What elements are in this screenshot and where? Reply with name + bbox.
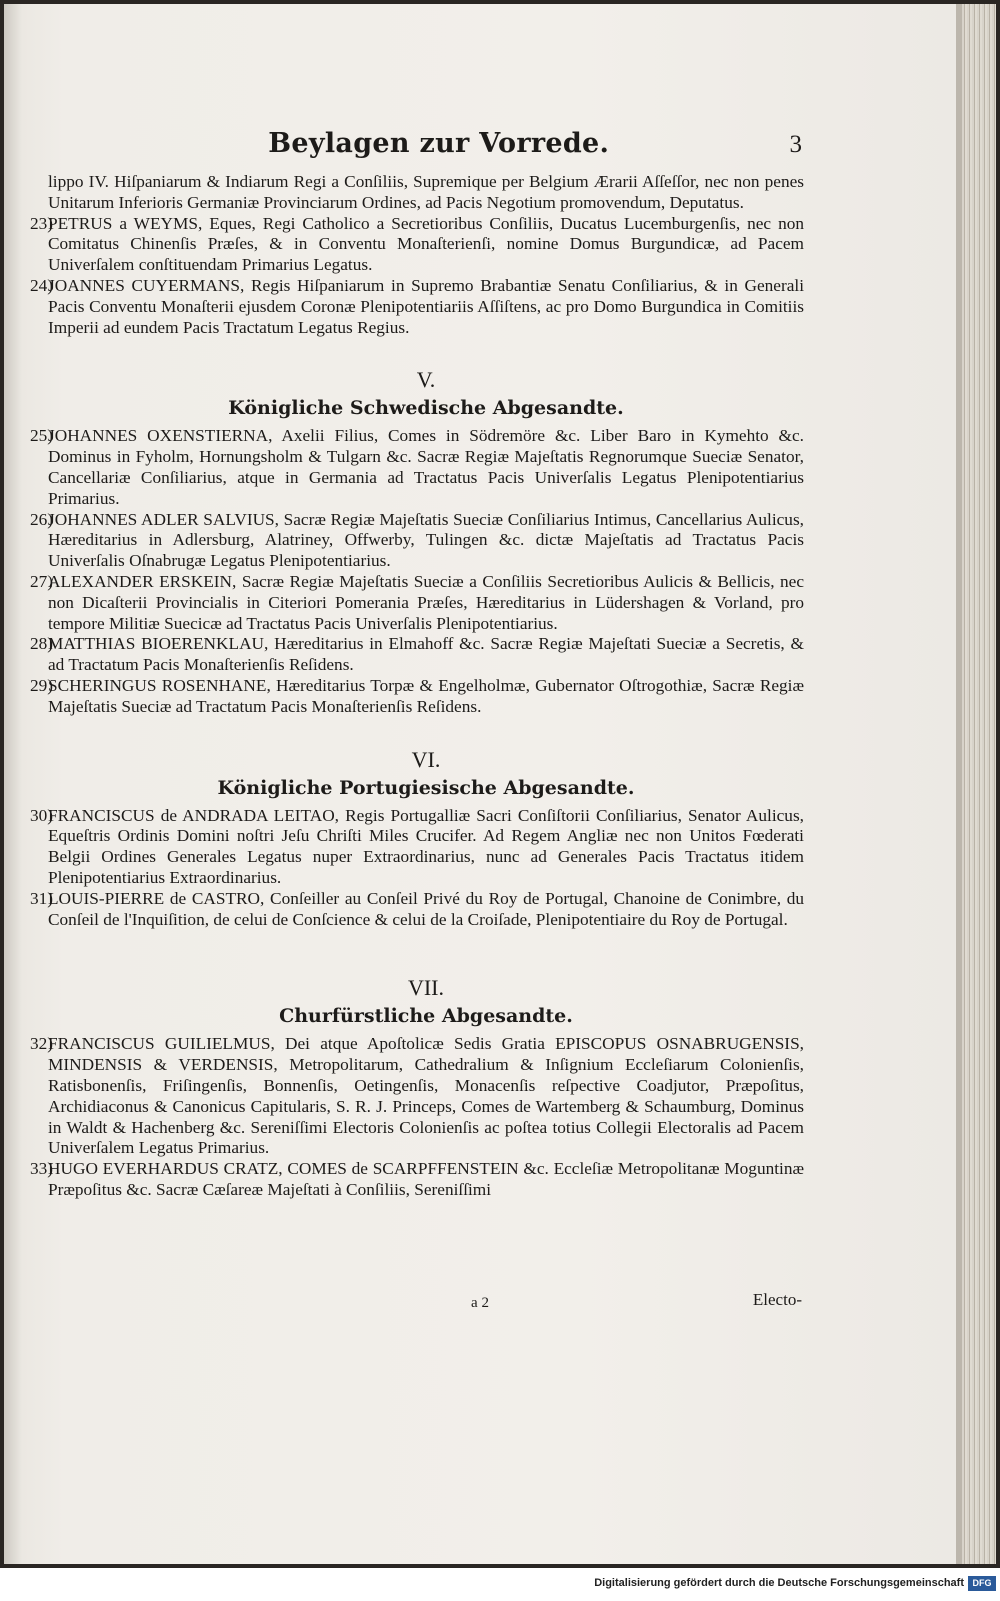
entry-list-v <box>30 426 804 717</box>
list-item <box>30 1159 804 1201</box>
entry-text: JOHANNES OXENSTIERNA, Axelii Filius, Comes in Södremöre &c. Liber Baro in Kymehto &c. Dominus in Fyholm, Hornungsholm & Tulgarn &c. Sacræ Regiæ Majeſtatis Regnorumque Sueciæ Senator, Cancellariæ Conſiliarius, atque in Germania ad Tractatus Pacis Univerſalis Legatus Plenipotentiarius Primarius. <box>48 426 804 508</box>
section-title: Königliche Schwedische Abgesandte. <box>228 397 624 420</box>
section-numeral: VII. <box>407 975 445 1001</box>
entry-text: FRANCISCUS GUILIELMUS, Dei atque Apoſtolicæ Sedis Gratia EPISCOPUS OSNABRUGENSIS, MINDENSIS & VERDENSIS, Metropolitarum, Cathedralium & Inſignium Eccleſiarum Colonienſis, Ratisbonenſis, Friſingenſis, Bonnenſis, Oetingenſis, Monacenſis reſpective Coadjutor, Præpoſitus, Archidiaconus & Canonicus Capitularis, S. R. J. Princeps, Comes de Wartemberg & Schaumburg, Dominus in Waldt & Hachenberg &c. Sereniſſimi Electoris Colonienſis ac poſtea totius Collegii Electoralis ad Pacem Univerſalem Legatus Primarius. <box>48 1034 804 1158</box>
entry-number: 30) <box>30 805 54 825</box>
entry-number: 28) <box>30 634 54 654</box>
continuation-text: lippo IV. Hiſpaniarum & Indiarum Regi a Conſiliis, Supremique per Belgium Ærarii Aſſeſſor, nec non penes Unitarum Inferioris Germaniæ Provinciarum Ordines, ad Pacis Negotium promovendum, Deputatus. <box>48 172 804 212</box>
section-vi-heading <box>48 746 804 802</box>
list-item <box>30 213 804 276</box>
entry-number: 27) <box>30 571 54 591</box>
entry-number: 25) <box>30 426 54 446</box>
list-item <box>30 634 804 676</box>
list-item <box>30 805 804 889</box>
entry-text: LOUIS-PIERRE de CASTRO, Conſeiller au Conſeil Privé du Roy de Portugal, Chanoine de Conimbre, du Conſeil de l'Inquiſition, de celui de Conſcience & celui de la Croiſade, Plenipotentiaire du Roy de Portugal. <box>48 888 804 929</box>
entry-text: JOANNES CUYERMANS, Regis Hiſpaniarum in Supremo Brabantiæ Senatu Conſiliarius, & in Generali Pacis Conventu Monaſterii ejusdem Coronæ Plenipotentiariis Aſſiſtens, ac pro Domo Burgundica in Comitiis Imperii ad eundem Pacis Tractatum Legatus Regius. <box>48 275 804 337</box>
list-item <box>30 675 804 718</box>
section-v-heading <box>48 366 804 422</box>
list-item <box>30 426 804 509</box>
section-title: Königliche Portugiesische Abgesandte. <box>217 776 635 799</box>
list-item <box>30 888 804 931</box>
list-item <box>30 509 804 572</box>
entry-text: ALEXANDER ERSKEIN, Sacræ Regiæ Majeſtatis Sueciæ a Conſiliis Secretioribus Aulicis & Bellicis, nec non Dicaſterii Provincialis in Citeriori Pomerania Præſes, Hæreditarius in Lüdershagen & Vorland, pro tempore Militiæ Suecicæ ad Tractatus Pacis Univerſalis Plenipotentiarius. <box>48 571 804 633</box>
entry-text: PETRUS a WEYMS, Eques, Regi Catholico a Secretioribus Conſiliis, Ducatus Lucemburgenſis, nec non Comitatus Chinenſis Præſes, & in Conventu Monaſterienſi, nomine Domus Burgundicæ, ad Pacem Univerſalem conſtituendam Primarius Legatus. <box>48 213 804 275</box>
list-item <box>30 1034 804 1159</box>
section-numeral: VI. <box>411 746 441 772</box>
section-numeral: V. <box>416 367 436 393</box>
running-head-title: Beylagen zur Vorrede. <box>268 128 610 159</box>
section-vii-heading <box>48 974 804 1030</box>
entry-text: HUGO EVERHARDUS CRATZ, COMES de SCARPFFENSTEIN &c. Eccleſiæ Metropolitanæ Moguntinæ Præpoſitus &c. Sacræ Cæſareæ Majeſtati à Conſiliis, Sereniſſimi <box>48 1159 804 1199</box>
entry-number: 29) <box>30 675 54 695</box>
list-item <box>30 571 804 634</box>
entry-list-vii <box>30 1034 804 1200</box>
entry-number: 23) <box>30 213 54 233</box>
dfg-logo: DFG <box>968 1576 996 1591</box>
entry-number: 24) <box>30 275 54 295</box>
entry-list-vi <box>30 805 804 931</box>
running-head <box>48 128 804 172</box>
list-item <box>30 275 804 338</box>
entry-text: SCHERINGUS ROSENHANE, Hæreditarius Torpæ & Engelholmæ, Gubernator Oſtrogothiæ, Sacræ Regiæ Majeſtatis Sueciæ ad Tractatum Pacis Monaſterienſis Reſidens. <box>48 675 804 716</box>
catchword: Electo- <box>752 1290 802 1309</box>
footer-credit: Digitalisierung gefördert durch die Deutsche Forschungsgemeinschaft <box>594 1577 964 1589</box>
page-number: 3 <box>789 131 802 158</box>
page-edge <box>962 4 996 1564</box>
section-title: Churfürstliche Abgesandte. <box>279 1005 573 1028</box>
entry-text: MATTHIAS BIOERENKLAU, Hæreditarius in Elmahoff &c. Sacræ Regiæ Majeſtati Sueciæ a Secretis, & ad Tractatum Pacis Monaſterienſis Reſidens. <box>48 634 804 675</box>
entry-number: 32) <box>30 1034 54 1054</box>
entry-text: JOHANNES ADLER SALVIUS, Sacræ Regiæ Majeſtatis Sueciæ Conſiliarius Intimus, Cancellarius Aulicus, Hæreditarius in Adlersburg, Alatriney, Offwerby, Tulingen &c. dictæ Majeſtatis ad Tractatus Pacis Univerſalis Oſnabrugæ Legatus Plenipotentiarius. <box>48 509 804 571</box>
footer-bar <box>0 1568 1000 1601</box>
entry-number: 31) <box>30 888 54 908</box>
signature-mark: a 2 <box>471 1295 489 1311</box>
entry-number: 26) <box>30 509 54 529</box>
entry-number: 33) <box>30 1159 54 1179</box>
entry-text: FRANCISCUS de ANDRADA LEITAO, Regis Portugalliæ Sacri Conſiſtorii Conſiliarius, Senator Aulicus, Equeſtris Ordinis Domini noſtri Jeſu Chriſti Miles Crucifer. Ad Regem Angliæ nec non Unitos Fœderati Belgii Ordines Generales Legatus nuper Extraordinarius, nunc ad Generales Pacis Tractatus itidem Plenipotentiarius Extraordinarius. <box>48 805 804 887</box>
entry-list-a <box>30 213 804 339</box>
page-content <box>30 128 804 1201</box>
